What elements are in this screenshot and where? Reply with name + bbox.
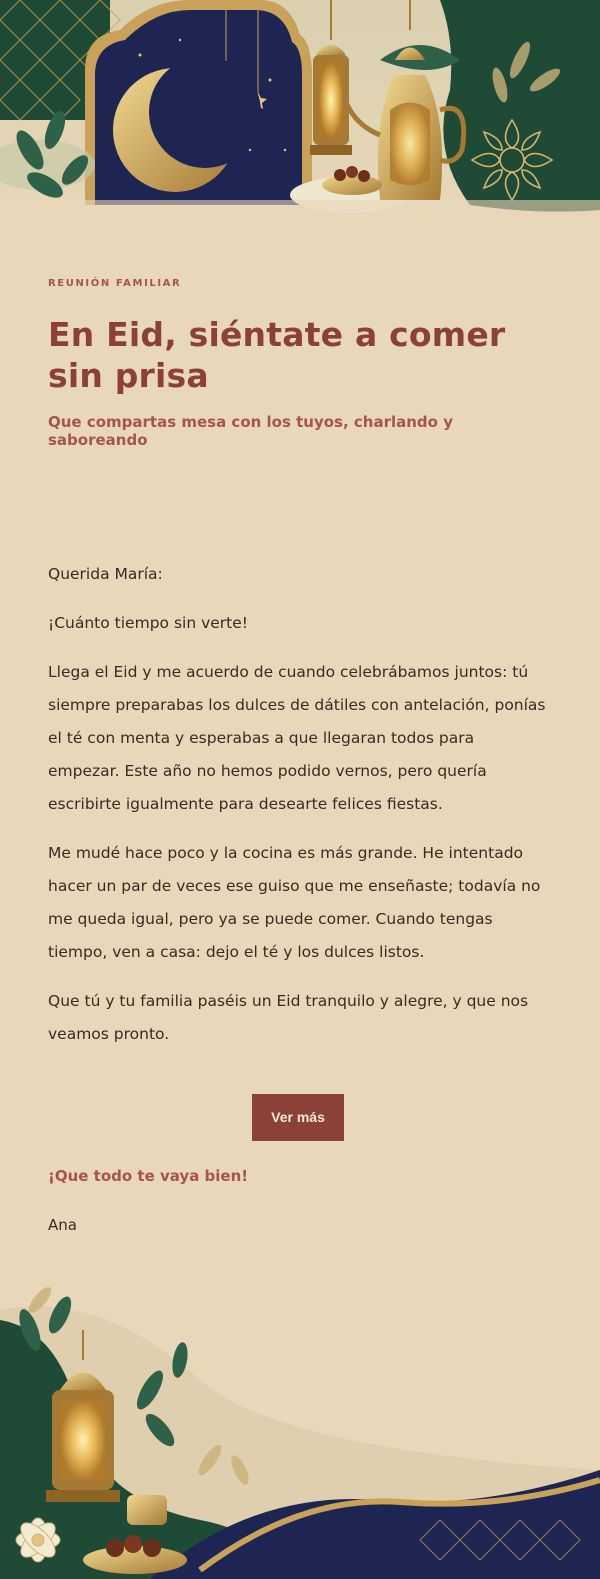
eid-header-illustration (0, 0, 600, 225)
letter-paragraph: ¡Cuánto tiempo sin verte! (48, 614, 248, 632)
subtitle: Que compartas mesa con los tuyos, charlando y saboreando (48, 413, 453, 449)
closing-line: ¡Que todo te vaya bien! (48, 1167, 249, 1185)
letter-paragraph: Me mudé hace poco y la cocina es más grande. He intentado hacer un par de veces ese guiso que me enseñaste; todavía no me queda igual, pero ya se puede comer. Cuando tengas tiempo, ven a casa: dejo el té y los dulces listos. (48, 844, 541, 961)
eid-footer-illustration (0, 1270, 600, 1579)
eyebrow-label: REUNIÓN FAMILIAR (48, 278, 182, 289)
letter-paragraph: Que tú y tu familia paséis un Eid tranquilo y alegre, y que nos veamos pronto. (48, 992, 529, 1043)
letter-body (48, 558, 548, 1067)
header-banner (0, 0, 600, 225)
letter-paragraph: Llega el Eid y me acuerdo de cuando celebrábamos juntos: tú siempre preparabas los dulces de dátiles con antelación, ponías el té con menta y esperabas a que llegaran todos para empezar. Este año no hemos podido vernos, pero quería escribirte igualmente para desearte felices fiestas. (48, 663, 546, 813)
footer-illustration (0, 1270, 600, 1579)
page-title: En Eid, siéntate a comer sin prisa (48, 315, 506, 395)
heading-block (48, 270, 548, 449)
signature: Ana (48, 1216, 77, 1234)
ver-mas-button[interactable]: Ver más (252, 1094, 344, 1141)
letter-greeting: Querida María: (48, 565, 163, 583)
cta-container (252, 1094, 344, 1141)
